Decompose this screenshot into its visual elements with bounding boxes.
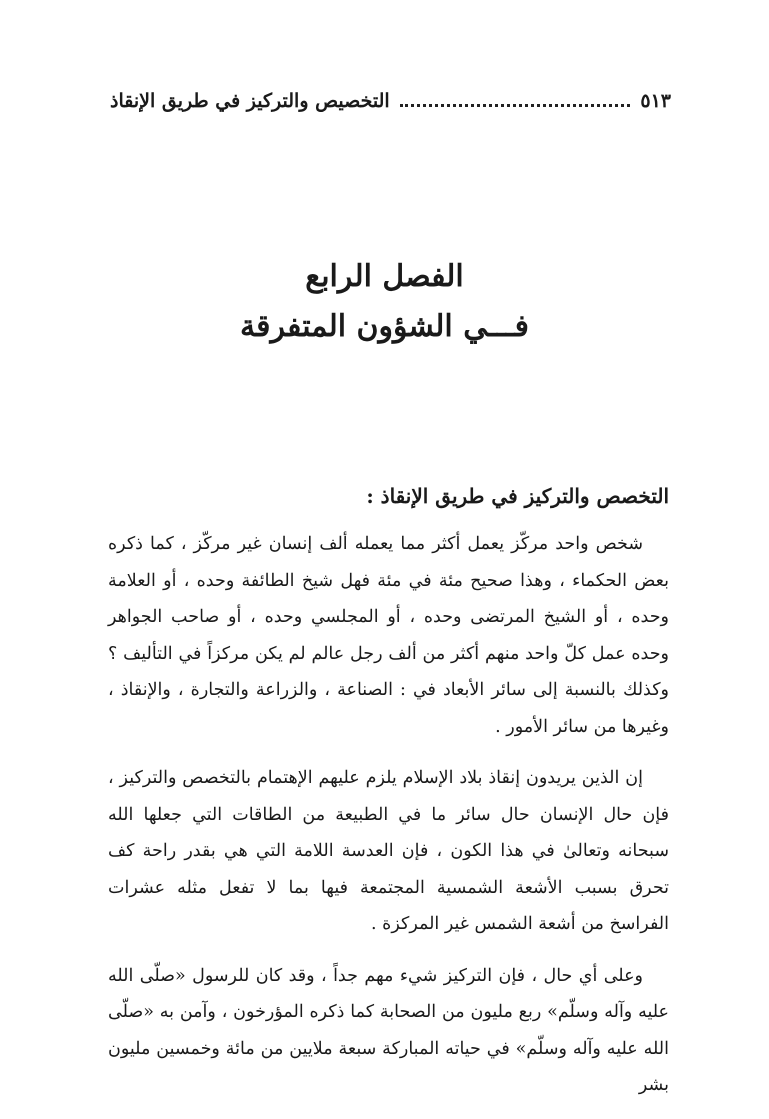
section-title: التخصص والتركيز في طريق الإنقاذ :: [366, 484, 669, 508]
chapter-heading: [0, 252, 769, 352]
leader-dots: [400, 104, 631, 107]
running-header-title: التخصيص والتركيز في طريق الإنقاذ: [110, 90, 390, 112]
chapter-title: الفصل الرابع: [305, 259, 464, 294]
page-number: ٥١٣: [640, 90, 671, 112]
paragraph: إن الذين يريدون إنقاذ بلاد الإسلام يلزم عليهم الإهتمام بالتخصص والتركيز ، فإن حال الإنسان حال سائر ما في الطبيعة من الطاقات التي جعلها الله سبحانه وتعالىٰ في هذا الكون ، فإن العدسة اللامة التي هي بقدر راحة كف تحرق بسبب الأشعة الشمسية المجتمعة فيها بما لا تفعل مثله عشرات الفراسخ من أشعة الشمس غير المركزة .: [108, 768, 669, 934]
running-header: [110, 86, 671, 116]
body-text: [108, 526, 669, 1119]
chapter-subtitle: فـــي الشؤون المتفرقة: [240, 309, 529, 344]
paragraph: شخص واحد مركّز يعمل أكثر مما يعمله ألف إنسان غير مركّز ، كما ذكره بعض الحكماء ، وهذا صحيح مئة في مئة فهل شيخ الطائفة وحده ، أو العلامة وحده ، أو الشيخ المرتضى وحده ، أو المجلسي وحده ، أو صاحب الجواهر وحده عمل كلّ واحد منهم أكثر من ألف رجل عالم لم يكن مركزاً في التأليف ؟ وكذلك بالنسبة إلى سائر الأبعاد في : الصناعة ، والزراعة والتجارة ، والإنقاذ ، وغيرها من سائر الأمور .: [108, 534, 669, 737]
paragraph: وعلى أي حال ، فإن التركيز شيء مهم جداً ، وقد كان للرسول «صلّى الله عليه وآله وسلّم» ربع مليون من الصحابة كما ذكره المؤرخون ، وآمن به «صلّى الله عليه وآله وسلّم» في حياته المباركة سبعة ملايين من مائة وخمسين مليون بشر: [108, 965, 669, 1095]
